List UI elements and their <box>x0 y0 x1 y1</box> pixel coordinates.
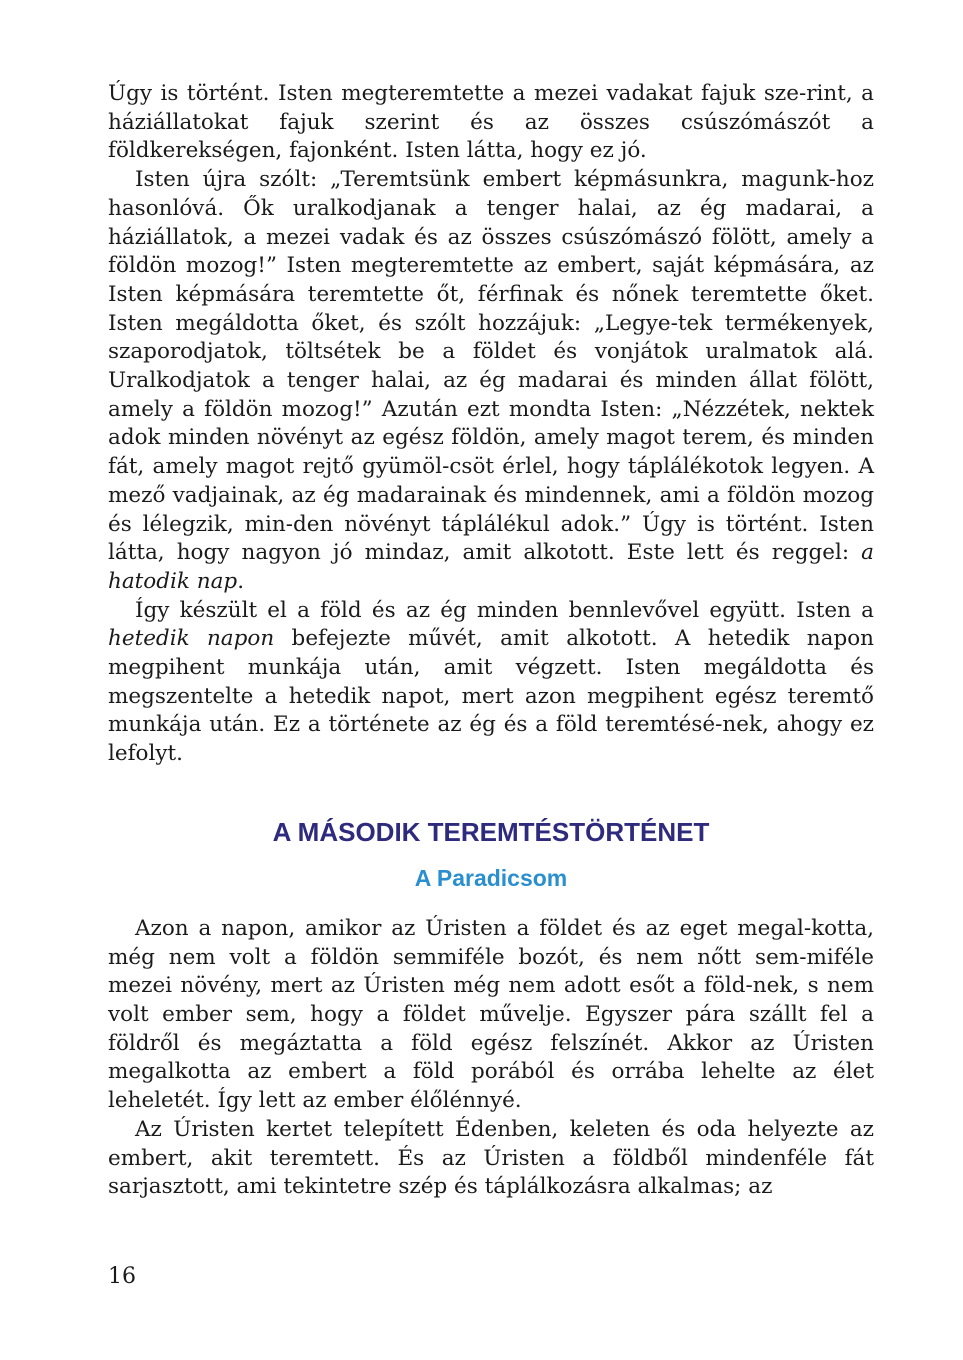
paragraph-text: Így készült el a föld és az ég minden bennlevővel együtt. Isten a <box>135 597 874 623</box>
section-subtitle: A Paradicsom <box>414 864 568 891</box>
paragraph-text: befejezte művét, amit alkotott. A hetedik napon megpihent munkája után, amit végzett. Isten megáldotta és megszentelte a hetedik napot, mert azon megpihent egész teremtő munkája után. Ez a története az ég és a föld teremtésé-nek, ahogy ez lefolyt. <box>108 626 874 767</box>
paragraph-text: Úgy is történt. Isten megteremtette a mezei vadakat fajuk sze-rint, a háziállatokat fajuk szerint és az összes csúszómászót a földkerekségen, fajonként. Isten látta, hogy ez jó. <box>108 81 874 164</box>
paragraph-text: Isten újra szólt: „Teremtsünk embert képmásunkra, magunk-hoz hasonlóvá. Ők uralkodjanak a tenger halai, az ég madarai, a háziállatok, a mezei vadak és az összes csúszómászó fölött, amely a földön mozog!” Isten megteremtette az embert, saját képmására, az Isten képmására teremtette őt, férfinak és nőnek teremtette őket. Isten megáldotta őket, és szólt hozzájuk: „Legye-tek termékenyek, szaporodjatok, töltsétek be a földet és vonjátok uralmatok alá. Uralkodjatok a tenger halai, az ég madarai és minden állat fölött, amely a földön mozog!” Azután ezt mondta Isten: „Nézzétek, nektek adok minden növényt az egész földön, amely magot terem, és minden fát, amely magot rejtő gyümöl-csöt érlel, hogy táplálékotok legyen. A mező vadjainak, az ég madarainak és mindennek, ami a földön mozog és lélegzik, min-den növényt táplálékul adok.” Úgy is történt. Isten látta, hogy nagyon jó mindaz, amit alkotott. Este lett és reggel: <box>108 167 874 566</box>
italic-text: hetedik napon <box>108 626 275 652</box>
text-block-top <box>108 80 874 769</box>
section-title: A MÁSODIK TEREMTÉSTÖRTÉNET <box>272 816 710 847</box>
paragraph <box>108 80 874 166</box>
paragraph-text: Azon a napon, amikor az Úristen a földet és az eget megal-kotta, még nem volt a földön semmiféle bozót, és nem nőtt sem-miféle mezei növény, mert az Úristen még nem adott esőt a föld-nek, s nem volt ember sem, hogy a földet művelje. Egyszer pára szállt fel a földről és megáztatta a föld egész felszínét. Akkor az Úristen megalkotta az embert a föld porából és orrába lehelte az élet leheletét. Így lett az ember élőlénnyé. <box>108 915 874 1114</box>
italic-text: a hatodik nap <box>108 540 874 594</box>
page-number: 16 <box>108 1264 136 1289</box>
paragraph <box>108 597 874 769</box>
paragraph-text: Az Úristen kertet telepített Édenben, keleten és oda helyezte az embert, akit teremtett. És az Úristen a földből mindenféle fát sarjasztott, ami tekintetre szép és táplálkozásra alkalmas; az <box>108 1116 874 1200</box>
paragraph <box>108 915 874 1116</box>
paragraph <box>108 166 874 597</box>
paragraph <box>108 1116 874 1202</box>
page-body <box>108 80 874 1202</box>
paragraph-text: . <box>237 568 245 594</box>
text-block-bottom <box>108 915 874 1202</box>
